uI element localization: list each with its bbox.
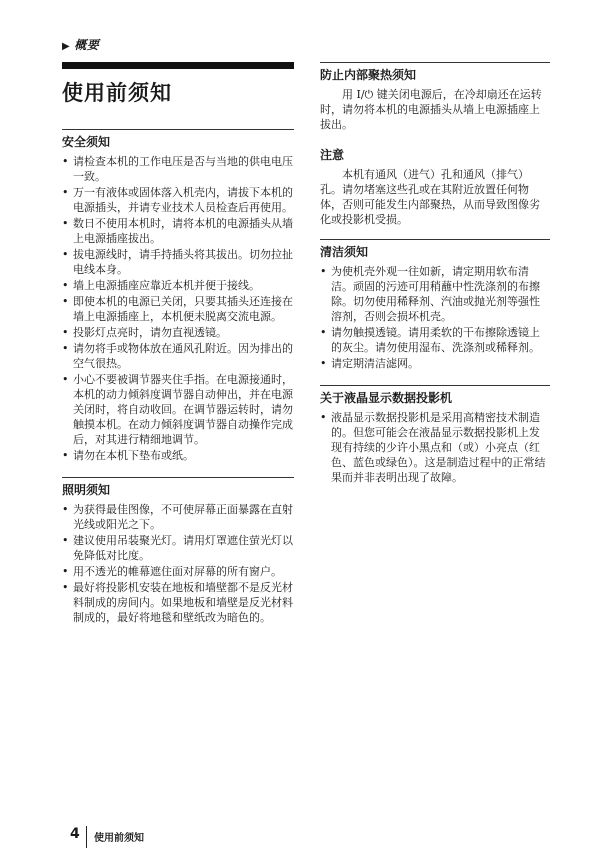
bullet-icon: • (320, 411, 327, 424)
list-item: • 万一有液体或固体落入机壳内，请拔下本机的电源插头，并请专业技术人员检查后再使用。 (62, 186, 293, 214)
safety-heading: 安全须知 (62, 129, 294, 152)
caution-heading: 注意 (320, 148, 345, 162)
lighting-list (62, 502, 294, 625)
list-item: • 用不透光的帷幕遮住面对屏幕的所有窗户。 (62, 565, 282, 578)
bullet-icon: • (62, 373, 69, 386)
lighting-heading: 照明须知 (62, 477, 294, 500)
bullet-icon: • (62, 342, 69, 355)
bullet-icon: • (320, 326, 327, 339)
footer-divider (86, 826, 87, 848)
caution-section (320, 146, 550, 227)
safety-list (62, 154, 294, 463)
bullet-icon: • (320, 357, 327, 370)
list-item: • 建议使用吊装聚光灯。请用灯罩遮住萤光灯以免降低对比度。 (62, 534, 293, 562)
list-item: • 请勿在本机下垫布或纸。 (62, 449, 194, 462)
cleaning-list (320, 264, 550, 371)
list-item: • 墙上电源插座应靠近本机并便于接线。 (62, 279, 260, 292)
bullet-icon: • (320, 265, 327, 278)
page-title: 使用前须知 (62, 81, 172, 105)
bullet-icon: • (62, 326, 69, 339)
footer-section-label: 使用前须知 (94, 833, 144, 844)
list-item: • 即使本机的电源已关闭，只要其插头还连接在墙上电源插座上，本机便未脱离交流电源。 (62, 295, 293, 323)
bullet-icon: • (62, 155, 69, 168)
bullet-icon: • (62, 295, 69, 308)
list-item: • 为获得最佳图像，不可使屏幕正面暴露在直射光线或阳光之下。 (62, 503, 293, 531)
bullet-icon: • (62, 534, 69, 547)
bullet-icon: • (62, 279, 69, 292)
lighting-section (62, 477, 294, 625)
caution-text: 本机有通风（进气）孔和通风（排气）孔。请勿堵塞这些孔或在其附近放置任何物体，否则可能发生内部聚热，从而导致图像劣化或投影机受损。 (320, 168, 540, 226)
breadcrumb (62, 36, 99, 53)
list-item: • 数日不使用本机时，请将本机的电源插头从墙上电源插座拔出。 (62, 217, 293, 245)
heat-heading: 防止内部聚热须知 (320, 62, 550, 85)
lcd-heading: 关于液晶显示数据投影机 (320, 385, 550, 408)
bullet-icon: • (62, 449, 69, 462)
safety-section (62, 129, 294, 463)
triangle-right-icon: ▶ (62, 41, 71, 52)
page-number: 4 (70, 826, 80, 842)
cleaning-section (320, 239, 550, 371)
list-item: • 最好将投影机安装在地板和墙壁都不是反光材料制成的房间内。如果地板和墙壁是反光材料制成的，最好将地毯和壁纸改为暗色的。 (62, 581, 293, 624)
bullet-icon: • (62, 186, 69, 199)
bullet-icon: • (62, 565, 69, 578)
breadcrumb-label: 概要 (74, 38, 100, 52)
right-column (320, 62, 550, 486)
bullet-icon: • (62, 217, 69, 230)
bullet-icon: • (62, 248, 69, 261)
list-item: • 液晶显示数据投影机是采用高精密技术制造的。但您可能会在液晶显示数据投影机上发现有持续的少许小黑点和（或）小亮点（红色、蓝色或绿色）。这是制造过程中的正常结果而并非表明出现了故障。 (320, 411, 546, 484)
list-item: • 请定期清洁滤网。 (320, 357, 419, 370)
bullet-icon: • (62, 503, 69, 516)
heat-text: 用 I/⏻ 键关闭电源后，在冷却扇还在运转时，请勿将本机的电源插头从墙上电源插座上拔出。 (320, 88, 542, 131)
list-item: • 拔电源线时，请手持插头将其拔出。切勿拉扯电线本身。 (62, 248, 293, 276)
list-item: • 请检查本机的工作电压是否与当地的供电电压一致。 (62, 155, 293, 183)
list-item: • 请勿触摸透镜。请用柔软的干布擦除透镜上的灰尘。请勿使用湿布、洗涤剂或稀释剂。 (320, 326, 540, 354)
list-item: • 小心不要被调节器夹住手指。在电源接通时，本机的动力倾斜度调节器自动伸出，并在电源关闭时，将自动收回。在调节器运转时，请勿触摸本机。在动力倾斜度调节器自动操作完成后，对其进行精细地调节。 (62, 373, 293, 446)
lcd-section (320, 385, 550, 485)
list-item: • 投影灯点亮时，请勿直视透镜。 (62, 326, 227, 339)
cleaning-heading: 清洁须知 (320, 239, 550, 262)
left-column (62, 62, 294, 626)
list-item: • 请勿将手或物体放在通风孔附近。因为排出的空气很热。 (62, 342, 293, 370)
title-bar (62, 62, 294, 69)
lcd-list (320, 410, 550, 485)
bullet-icon: • (62, 581, 69, 594)
list-item: • 为使机壳外观一往如新，请定期用软布清洁。顽固的污迹可用稍蘸中性洗涤剂的布擦除。切勿使用稀释剂、汽油或抛光剂等强性溶剂，否则会损坏机壳。 (320, 265, 540, 323)
heat-section (320, 62, 550, 132)
